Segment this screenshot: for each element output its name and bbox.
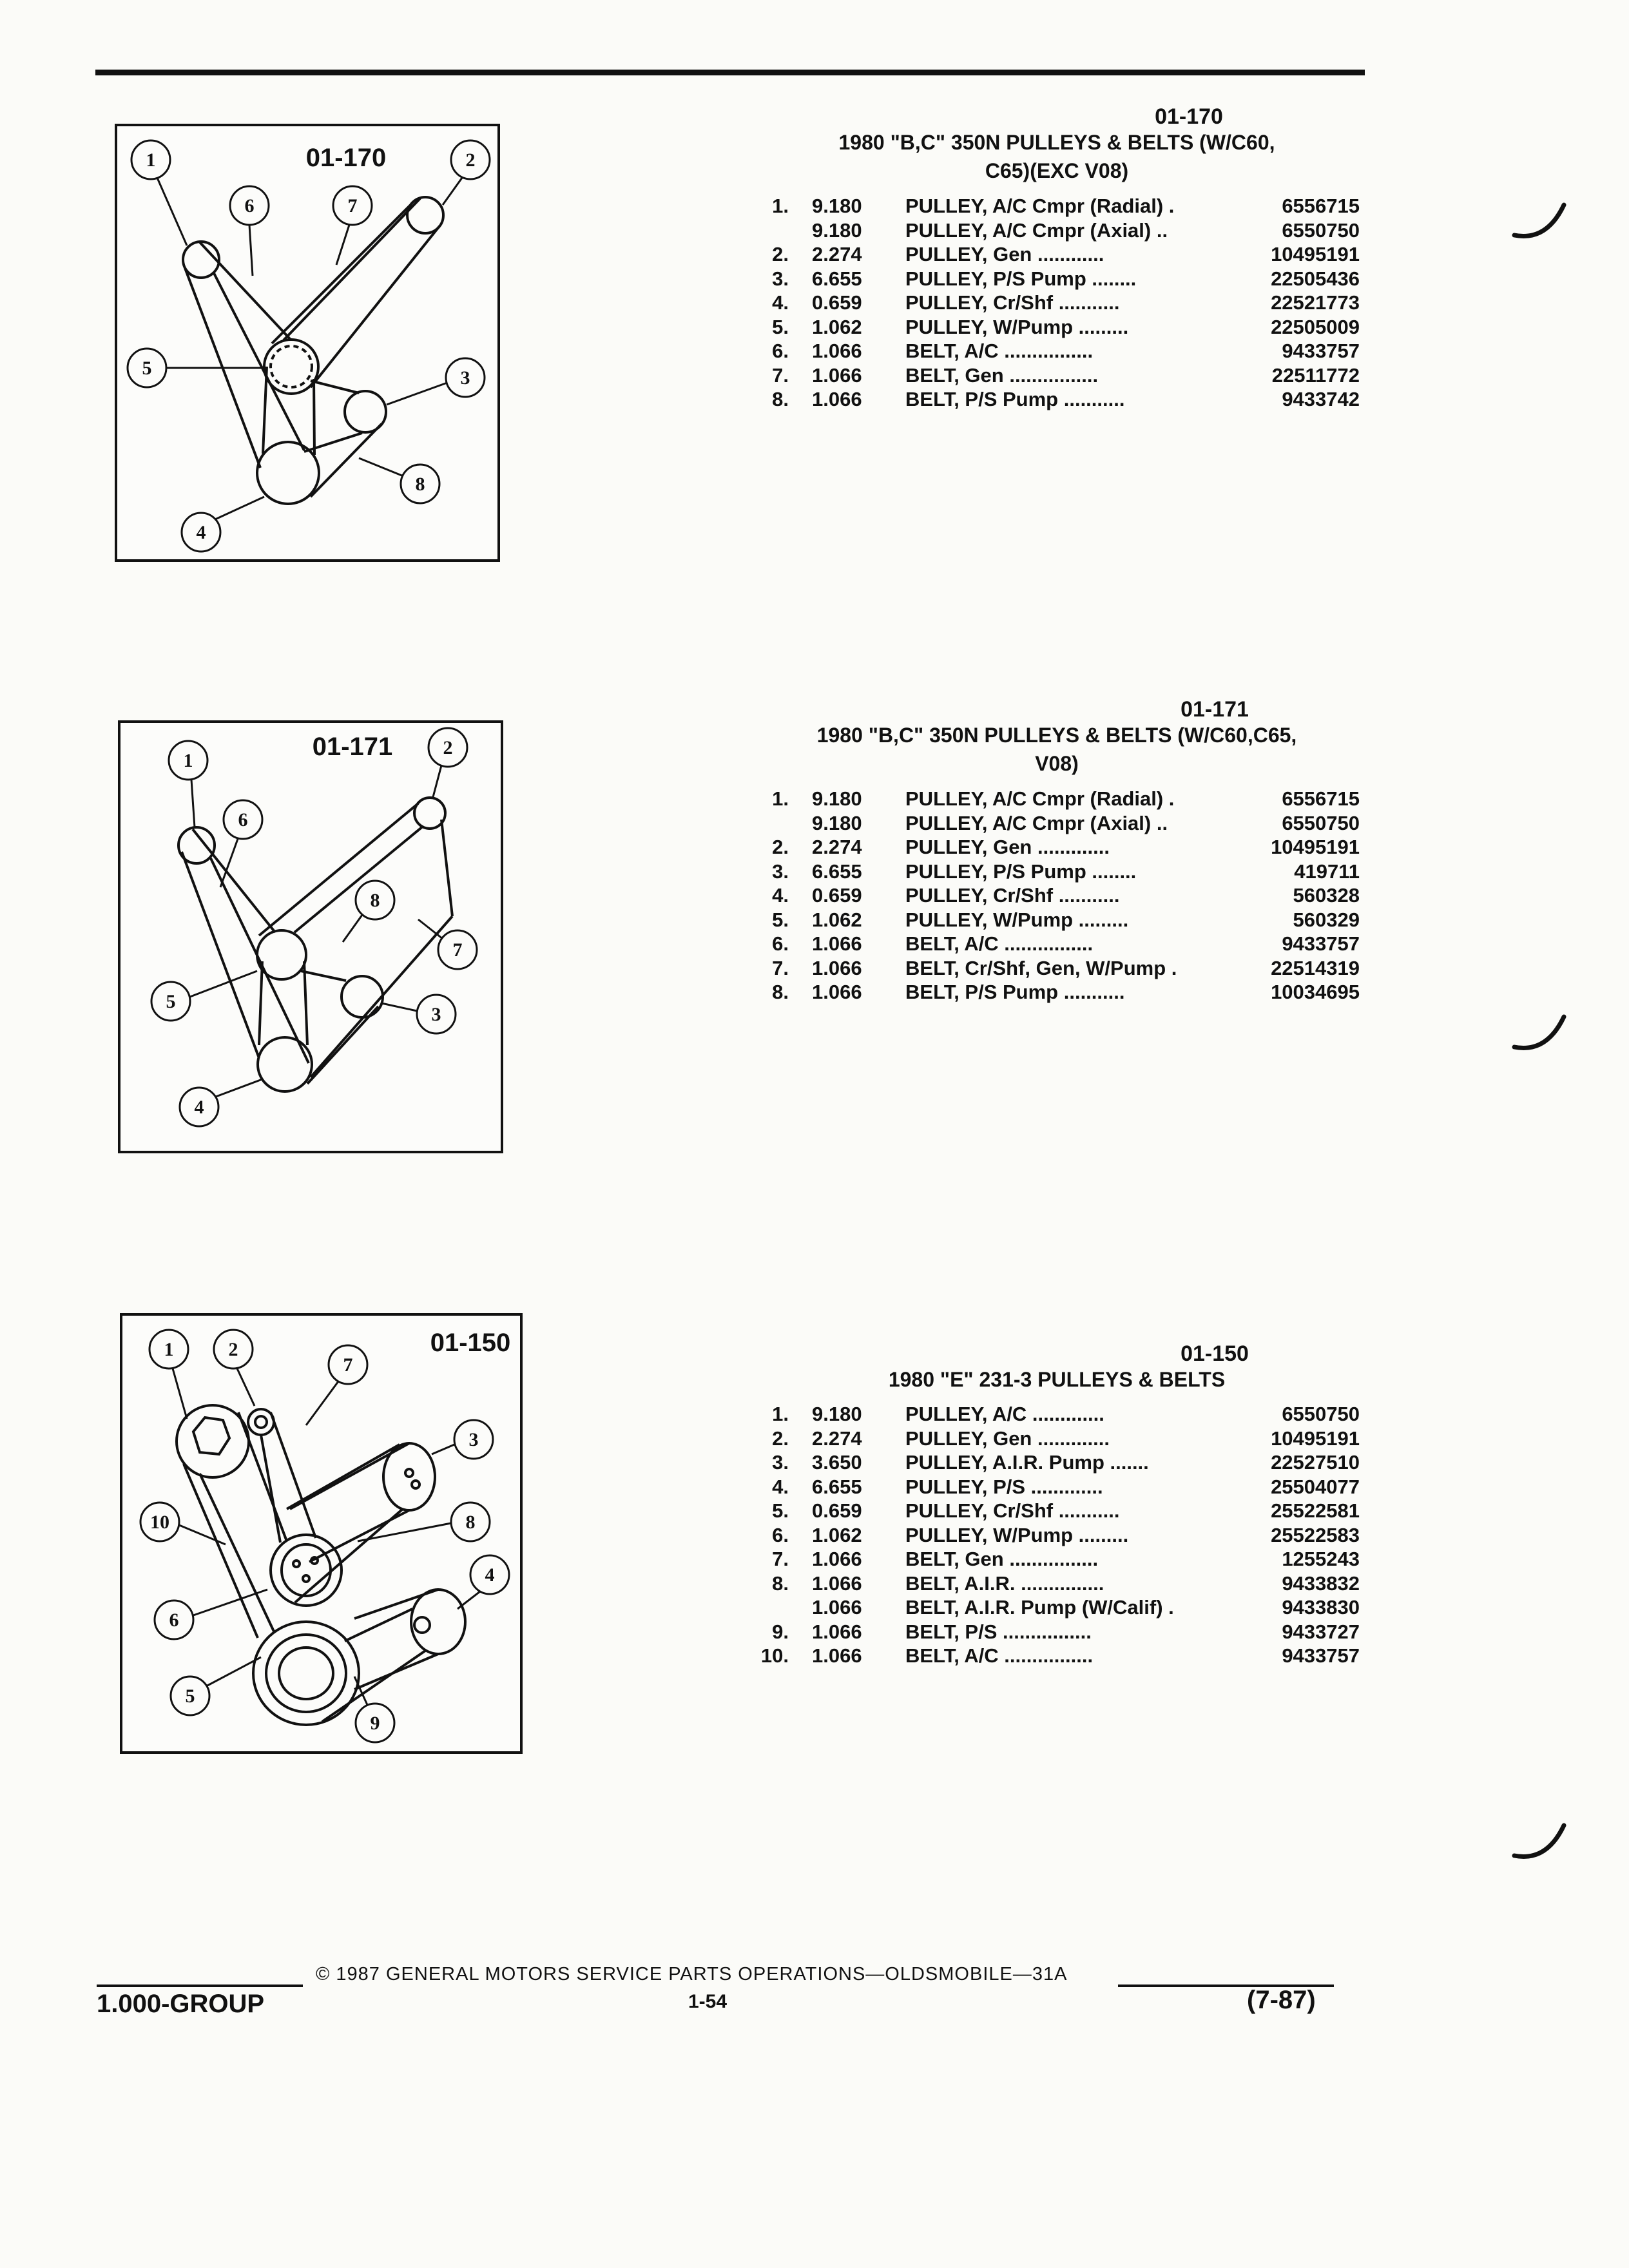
part-description: BELT, A.I.R. Pump (W/Calif) . xyxy=(905,1596,1174,1619)
group-number: 1.066 xyxy=(812,981,862,1003)
part-row xyxy=(754,860,1360,885)
section-title-line1: 1980 "B,C" 350N PULLEYS & BELTS (W/C60,C65, xyxy=(816,724,1297,747)
part-description: BELT, Cr/Shf, Gen, W/Pump . xyxy=(905,956,1177,979)
group-number: 1.066 xyxy=(812,388,862,410)
item-number: 8. xyxy=(772,1571,789,1595)
group-number: 6.655 xyxy=(812,267,862,290)
item-number: 9. xyxy=(772,1620,789,1643)
group-number: 1.062 xyxy=(812,1523,862,1546)
belt-diagram-01-171-svg xyxy=(120,723,501,1151)
margin-tick xyxy=(1511,1814,1569,1872)
part-description: BELT, A/C ................ xyxy=(905,340,1094,362)
part-row xyxy=(754,267,1360,292)
figure-label: 01-171 xyxy=(312,733,393,761)
diagram-01-150 xyxy=(120,1313,523,1754)
callout-5: 5 xyxy=(166,991,176,1012)
pulley-crank xyxy=(258,1037,312,1091)
callout-4: 4 xyxy=(194,1097,204,1118)
part-number: 9433757 xyxy=(1282,932,1360,955)
item-number: 7. xyxy=(772,1548,789,1570)
part-row xyxy=(754,316,1360,340)
item-number: 2. xyxy=(772,836,789,858)
part-number: 1255243 xyxy=(1282,1548,1360,1570)
belt-diagram-01-150-svg xyxy=(122,1316,520,1751)
part-number: 22527510 xyxy=(1271,1451,1360,1474)
part-description: PULLEY, W/Pump ......... xyxy=(905,1523,1129,1546)
part-number: 9433757 xyxy=(1282,1644,1360,1667)
parts-list xyxy=(754,195,1360,412)
margin-tick xyxy=(1511,1005,1569,1063)
part-row xyxy=(754,1475,1360,1500)
pulley-crank xyxy=(253,1622,359,1725)
part-row xyxy=(754,1524,1360,1548)
item-number: 8. xyxy=(772,388,789,410)
part-description: PULLEY, W/Pump ......... xyxy=(905,315,1129,338)
part-row xyxy=(754,243,1360,267)
part-description: BELT, P/S Pump ........... xyxy=(905,388,1125,410)
callout-2: 2 xyxy=(443,737,453,758)
figure-label: 01-150 xyxy=(430,1329,511,1357)
callout-6: 6 xyxy=(238,809,248,831)
callout-1: 1 xyxy=(183,750,193,771)
group-number: 9.180 xyxy=(812,787,862,810)
part-number: 6556715 xyxy=(1282,787,1360,810)
part-row xyxy=(754,1427,1360,1452)
callout-1: 1 xyxy=(164,1339,174,1360)
pulley-crank xyxy=(257,442,319,504)
part-row xyxy=(754,981,1360,1005)
part-description: PULLEY, P/S ............. xyxy=(905,1475,1103,1498)
part-description: BELT, P/S Pump ........... xyxy=(905,981,1125,1003)
footer-rule-left xyxy=(97,1984,303,1987)
section-01-150 xyxy=(754,1341,1360,1667)
part-number: 6550750 xyxy=(1282,811,1360,834)
part-row xyxy=(754,932,1360,957)
callout-5: 5 xyxy=(142,358,152,379)
group-number: 1.066 xyxy=(812,932,862,955)
part-number: 25522581 xyxy=(1271,1499,1360,1522)
callout-2: 2 xyxy=(228,1339,238,1360)
callout-10: 10 xyxy=(150,1512,169,1533)
part-row xyxy=(754,1644,1360,1669)
item-number: 3. xyxy=(772,860,789,883)
part-number: 10495191 xyxy=(1271,243,1360,265)
part-description: PULLEY, Gen ............. xyxy=(905,1427,1110,1450)
part-number: 22514319 xyxy=(1271,956,1360,979)
group-number: 1.062 xyxy=(812,908,862,931)
footer-date: (7-87) xyxy=(1247,1986,1316,2014)
group-number: 6.655 xyxy=(812,860,862,883)
section-01-170 xyxy=(754,104,1360,414)
item-number: 5. xyxy=(772,1499,789,1522)
figure-label: 01-170 xyxy=(305,144,387,172)
callout-9: 9 xyxy=(370,1713,380,1734)
part-row xyxy=(754,812,1360,836)
callout-7: 7 xyxy=(347,195,358,216)
group-number: 1.066 xyxy=(812,1644,862,1667)
part-number: 6556715 xyxy=(1282,195,1360,217)
part-number: 10034695 xyxy=(1271,981,1360,1003)
diagram-01-171 xyxy=(118,720,503,1153)
item-number: 7. xyxy=(772,956,789,979)
item-number: 6. xyxy=(772,1523,789,1546)
group-number: 1.066 xyxy=(812,1548,862,1570)
callout-1: 1 xyxy=(146,149,156,171)
item-number: 4. xyxy=(772,884,789,907)
part-row xyxy=(754,1403,1360,1427)
part-number: 419711 xyxy=(1294,860,1360,883)
group-number: 2.274 xyxy=(812,1427,862,1450)
group-number: 6.655 xyxy=(812,1475,862,1498)
callout-4: 4 xyxy=(485,1564,495,1586)
part-row xyxy=(754,1596,1360,1620)
part-description: BELT, A/C ................ xyxy=(905,1644,1094,1667)
group-number: 1.066 xyxy=(812,340,862,362)
item-number: 4. xyxy=(772,291,789,314)
section-code: 01-150 xyxy=(1181,1341,1249,1366)
part-description: PULLEY, A/C Cmpr (Axial) .. xyxy=(905,811,1168,834)
part-number: 9433757 xyxy=(1282,340,1360,362)
part-description: PULLEY, A/C Cmpr (Radial) . xyxy=(905,787,1175,810)
item-number: 10. xyxy=(760,1644,789,1667)
part-description: PULLEY, A/C ............. xyxy=(905,1403,1104,1425)
callout-7: 7 xyxy=(452,939,463,961)
item-number: 3. xyxy=(772,267,789,290)
item-number: 6. xyxy=(772,340,789,362)
part-description: PULLEY, Gen ............ xyxy=(905,243,1104,265)
part-number: 10495191 xyxy=(1271,1427,1360,1450)
group-number: 9.180 xyxy=(812,1403,862,1425)
parts-list xyxy=(754,787,1360,1005)
part-description: BELT, A.I.R. ............... xyxy=(905,1571,1104,1595)
part-number: 560329 xyxy=(1293,908,1360,931)
part-row xyxy=(754,908,1360,933)
item-number: 2. xyxy=(772,243,789,265)
callout-8: 8 xyxy=(370,890,380,911)
group-number: 1.066 xyxy=(812,1596,862,1619)
item-number: 8. xyxy=(772,981,789,1003)
part-row xyxy=(754,1572,1360,1597)
callout-6: 6 xyxy=(169,1610,179,1631)
callout-3: 3 xyxy=(468,1429,479,1450)
group-number: 9.180 xyxy=(812,195,862,217)
callout-5: 5 xyxy=(185,1686,195,1707)
section-code: 01-170 xyxy=(1155,104,1223,129)
top-rule xyxy=(95,70,1365,75)
part-description: BELT, Gen ................ xyxy=(905,363,1099,387)
item-number: 5. xyxy=(772,315,789,338)
section-01-171 xyxy=(754,697,1360,1006)
pulley-ac xyxy=(183,242,219,278)
callout-2: 2 xyxy=(465,149,476,171)
group-number: 1.066 xyxy=(812,363,862,387)
part-description: PULLEY, Gen ............. xyxy=(905,836,1110,858)
group-number: 2.274 xyxy=(812,836,862,858)
pulley-ac xyxy=(177,1405,249,1477)
callout-7: 7 xyxy=(343,1354,353,1376)
part-description: BELT, Gen ................ xyxy=(905,1548,1099,1570)
part-row xyxy=(754,1548,1360,1572)
part-row xyxy=(754,364,1360,389)
group-number: 0.659 xyxy=(812,291,862,314)
part-number: 6550750 xyxy=(1282,218,1360,242)
callout-4: 4 xyxy=(196,522,206,543)
part-description: PULLEY, A/C Cmpr (Radial) . xyxy=(905,195,1175,217)
part-row xyxy=(754,219,1360,244)
part-row xyxy=(754,388,1360,412)
part-row xyxy=(754,291,1360,316)
item-number: 4. xyxy=(772,1475,789,1498)
section-title-line1: 1980 "E" 231-3 PULLEYS & BELTS xyxy=(888,1368,1226,1391)
group-number: 9.180 xyxy=(812,218,862,242)
part-number: 22521773 xyxy=(1271,291,1360,314)
part-row xyxy=(754,195,1360,219)
group-number: 2.274 xyxy=(812,243,862,265)
section-title-line2: V08) xyxy=(1035,752,1079,775)
part-description: BELT, A/C ................ xyxy=(905,932,1094,955)
part-description: PULLEY, W/Pump ......... xyxy=(905,908,1129,931)
part-description: PULLEY, P/S Pump ........ xyxy=(905,860,1137,883)
parts-list xyxy=(754,1403,1360,1669)
part-number: 9433742 xyxy=(1282,388,1360,410)
part-description: PULLEY, Cr/Shf ........... xyxy=(905,291,1120,314)
section-title-line2: C65)(EXC V08) xyxy=(985,159,1129,182)
callout-3: 3 xyxy=(431,1004,441,1025)
section-code: 01-171 xyxy=(1181,697,1249,722)
part-number: 6550750 xyxy=(1282,1403,1360,1425)
part-number: 25504077 xyxy=(1271,1475,1360,1498)
part-number: 25522583 xyxy=(1271,1523,1360,1546)
group-number: 9.180 xyxy=(812,811,862,834)
part-number: 560328 xyxy=(1293,884,1360,907)
part-number: 22511772 xyxy=(1271,363,1360,387)
item-number: 1. xyxy=(772,787,789,810)
part-row xyxy=(754,1620,1360,1645)
group-number: 1.062 xyxy=(812,315,862,338)
item-number: 1. xyxy=(772,195,789,217)
footer-group: 1.000-GROUP xyxy=(97,1990,265,2018)
part-row xyxy=(754,1499,1360,1524)
part-row xyxy=(754,1451,1360,1475)
group-number: 1.066 xyxy=(812,956,862,979)
part-number: 9433830 xyxy=(1282,1596,1360,1619)
pulley-ps xyxy=(411,1590,465,1654)
part-number: 22505436 xyxy=(1271,267,1360,290)
part-description: PULLEY, Cr/Shf ........... xyxy=(905,884,1120,907)
callout-3: 3 xyxy=(460,367,470,389)
part-description: BELT, P/S ................ xyxy=(905,1620,1092,1643)
margin-tick xyxy=(1511,193,1569,251)
diagram-01-170 xyxy=(115,124,500,562)
part-row xyxy=(754,957,1360,981)
part-number: 9433727 xyxy=(1282,1620,1360,1643)
group-number: 1.066 xyxy=(812,1571,862,1595)
item-number: 2. xyxy=(772,1427,789,1450)
section-title-line1: 1980 "B,C" 350N PULLEYS & BELTS (W/C60, xyxy=(838,131,1275,154)
item-number: 7. xyxy=(772,363,789,387)
item-number: 5. xyxy=(772,908,789,931)
group-number: 1.066 xyxy=(812,1620,862,1643)
part-number: 22505009 xyxy=(1271,315,1360,338)
group-number: 0.659 xyxy=(812,884,862,907)
group-number: 3.650 xyxy=(812,1451,862,1474)
part-row xyxy=(754,836,1360,860)
belt-diagram-01-170-svg xyxy=(117,126,497,559)
part-description: PULLEY, P/S Pump ........ xyxy=(905,267,1137,290)
pulley-ps xyxy=(342,976,383,1017)
part-number: 9433832 xyxy=(1282,1571,1360,1595)
part-row xyxy=(754,340,1360,364)
item-number: 3. xyxy=(772,1451,789,1474)
part-row xyxy=(754,884,1360,908)
part-description: PULLEY, A/C Cmpr (Axial) .. xyxy=(905,218,1168,242)
callout-8: 8 xyxy=(465,1512,476,1533)
item-number: 6. xyxy=(772,932,789,955)
item-number: 1. xyxy=(772,1403,789,1425)
group-number: 0.659 xyxy=(812,1499,862,1522)
part-description: PULLEY, Cr/Shf ........... xyxy=(905,1499,1120,1522)
part-description: PULLEY, A.I.R. Pump ....... xyxy=(905,1451,1149,1474)
part-number: 10495191 xyxy=(1271,836,1360,858)
part-row xyxy=(754,787,1360,812)
page-number: 1-54 xyxy=(688,1991,728,2012)
callout-8: 8 xyxy=(415,474,425,495)
callout-6: 6 xyxy=(244,195,255,216)
footer-copyright: © 1987 GENERAL MOTORS SERVICE PARTS OPERATIONS—OLDSMOBILE—31A xyxy=(316,1964,1068,1984)
